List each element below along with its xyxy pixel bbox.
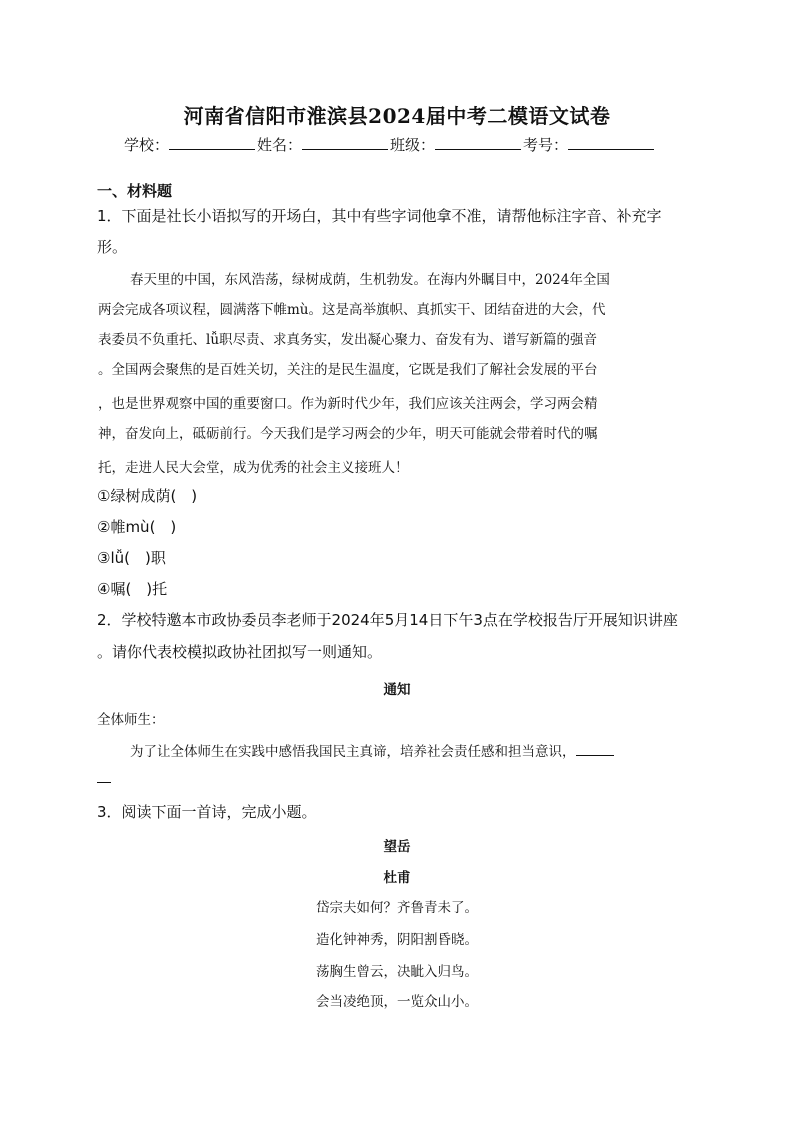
notice-answer-blank-cont[interactable] <box>97 782 111 783</box>
section-heading: 一、材料题 <box>97 182 173 200</box>
passage-line: 。全国两会聚焦的是百姓关切，关注的是民生温度，它既是我们了解社会发展的平台 <box>98 362 598 378</box>
passage-line: 神，奋发向上，砥砺前行。今天我们是学习两会的少年，明天可能就会带着时代的嘱 <box>98 426 598 442</box>
poem-line: 会当凌绝顶，一览众山小。 <box>316 994 478 1010</box>
question-1-stem-cont: 形。 <box>97 238 128 256</box>
question-2-stem: 2．学校特邀本市政协委员李老师于2024年5月14日下午3点在学校报告厅开展知识讲座 <box>97 611 678 629</box>
exam-no-blank[interactable] <box>568 135 654 150</box>
question-1-stem: 1．下面是社长小语拟写的开场白，其中有些字词他拿不准，请帮他标注字音、补充字 <box>97 207 662 225</box>
notice-greeting: 全体师生： <box>97 712 165 728</box>
question-2-stem-cont: 。请你代表校模拟政协社团拟写一则通知。 <box>97 643 383 661</box>
class-label: 班级： <box>390 136 436 154</box>
notice-answer-blank[interactable] <box>576 743 614 756</box>
exam-no-label: 考号： <box>523 136 569 154</box>
poem-title: 望岳 <box>383 839 411 855</box>
exam-title: 河南省信阳市淮滨县2024届中考二模语文试卷 <box>183 104 611 128</box>
question-3-stem: 3．阅读下面一首诗，完成小题。 <box>97 803 317 821</box>
notice-title: 通知 <box>383 682 411 698</box>
poem-line: 荡胸生曾云，决眦入归鸟。 <box>316 964 478 980</box>
school-blank[interactable] <box>169 135 255 150</box>
class-blank[interactable] <box>435 135 521 150</box>
sub-question-2[interactable]: ②帷mù( ) <box>97 518 177 536</box>
sub-question-3[interactable]: ③lǚ( )职 <box>97 549 166 567</box>
passage-line: 表委员不负重托、lǚ职尽责、求真务实，发出凝心聚力、奋发有为、谱写新篇的强音 <box>98 332 598 348</box>
student-info-line <box>124 134 656 155</box>
sub-question-4[interactable]: ④嘱( )托 <box>97 580 168 598</box>
poem-author: 杜甫 <box>383 870 411 886</box>
passage-line: 托，走进人民大会堂，成为优秀的社会主义接班人！ <box>98 460 409 476</box>
notice-body <box>130 740 614 760</box>
passage-line: ，也是世界观察中国的重要窗口。作为新时代少年，我们应该关注两会，学习两会精 <box>98 396 598 412</box>
name-blank[interactable] <box>302 135 388 150</box>
poem-line: 造化钟神秀，阴阳割昏晓。 <box>316 932 478 948</box>
school-label: 学校： <box>124 136 170 154</box>
passage-line: 两会完成各项议程，圆满落下帷mù。这是高举旗帜、真抓实干、团结奋进的大会，代 <box>98 302 606 318</box>
name-label: 姓名： <box>257 136 303 154</box>
passage-line: 春天里的中国，东风浩荡，绿树成荫，生机勃发。在海内外瞩目中，2024年全国 <box>130 272 610 288</box>
sub-question-1[interactable]: ①绿树成荫( ) <box>97 487 198 505</box>
notice-body-text: 为了让全体师生在实践中感悟我国民主真谛，培养社会责任感和担当意识， <box>130 744 576 760</box>
poem-line: 岱宗夫如何？齐鲁青未了。 <box>316 900 478 916</box>
